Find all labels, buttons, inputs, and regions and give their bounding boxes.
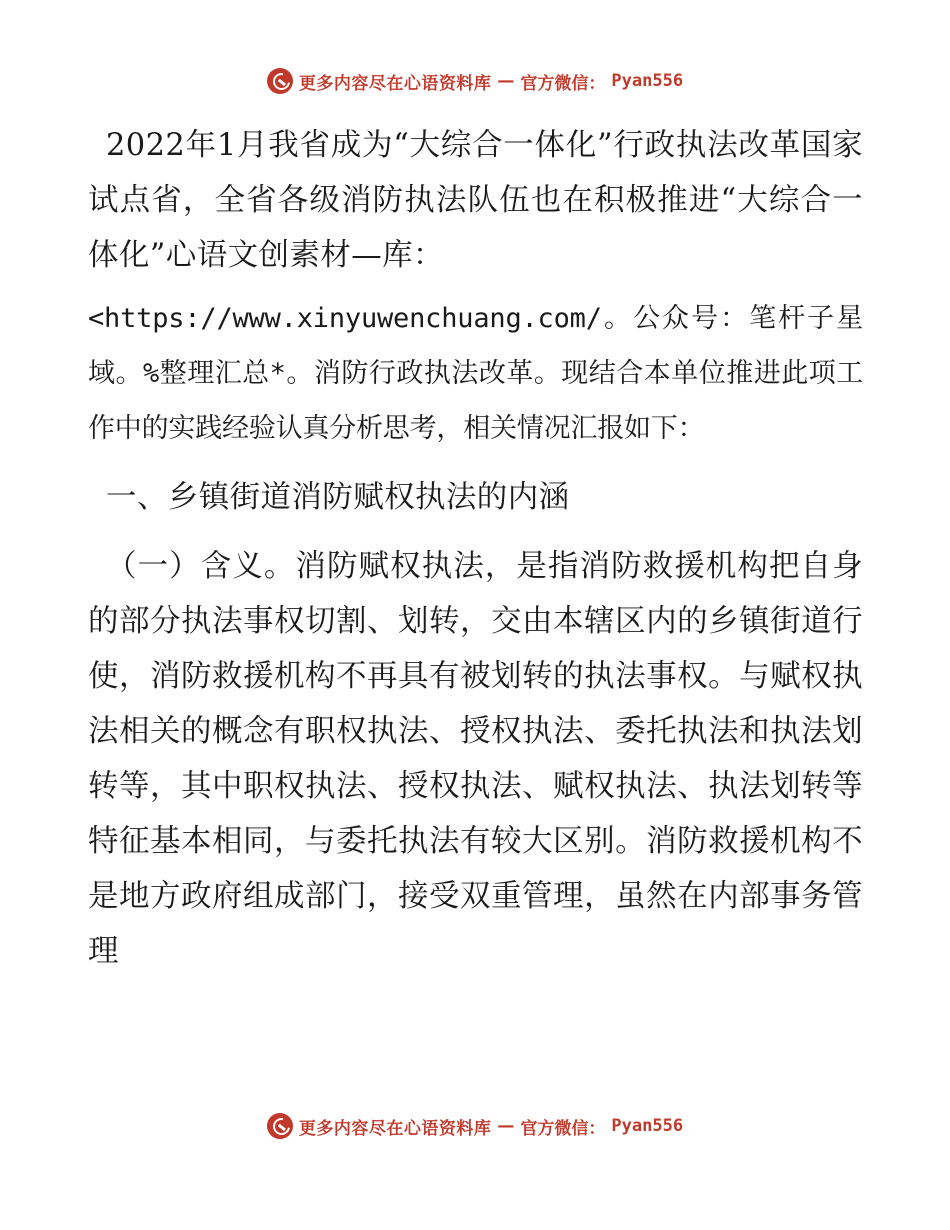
watermark-wechat-id: Pyan556 bbox=[611, 1116, 684, 1136]
magnifier-logo-icon bbox=[267, 1113, 293, 1139]
document-content bbox=[88, 118, 863, 987]
paragraph-definition: （一）含义。消防赋权执法，是指消防救援机构把自身的部分执法事权切割、划转，交由本辖区内的乡镇街道行使，消防救援机构不再具有被划转的执法事权。与赋权执法相关的概念有职权执法、授权执法、委托执法和执法划转等，其中职权执法、授权执法、赋权执法、执法划转等特征基本相同，与委托执法有较大区别。消防救援机构不是地方政府组成部门，接受双重管理，虽然在内部事务管理 bbox=[88, 549, 863, 969]
watermark-separator: — bbox=[497, 1116, 515, 1136]
magnifier-logo-icon bbox=[267, 68, 293, 94]
watermark-text: 更多内容尽在心语资料库 bbox=[298, 73, 492, 94]
watermark-wechat-label: 官方微信： bbox=[520, 73, 606, 94]
watermark-text: 更多内容尽在心语资料库 bbox=[298, 1118, 492, 1139]
watermark-bottom bbox=[0, 1113, 950, 1139]
watermark-top bbox=[0, 68, 950, 94]
watermark-wechat-id: Pyan556 bbox=[611, 71, 684, 91]
watermark-wechat-label: 官方微信： bbox=[520, 1118, 606, 1139]
paragraph-source-url: <https://www.xinyuwenchuang.com/。公众号：笔杆子星域。%整理汇总*。消防行政执法改革。现结合本单位推进此项工作中的实践经验认真分析思考，相关情况汇报如下： bbox=[88, 303, 863, 444]
watermark-separator: — bbox=[497, 71, 515, 91]
paragraph-intro: 2022年1月我省成为“大综合一体化”行政执法改革国家试点省，全省各级消防执法队伍也在积极推进“大综合一体化”心语文创素材—库： bbox=[88, 128, 863, 273]
heading-section-one: 一、乡镇街道消防赋权执法的内涵 bbox=[106, 480, 570, 515]
